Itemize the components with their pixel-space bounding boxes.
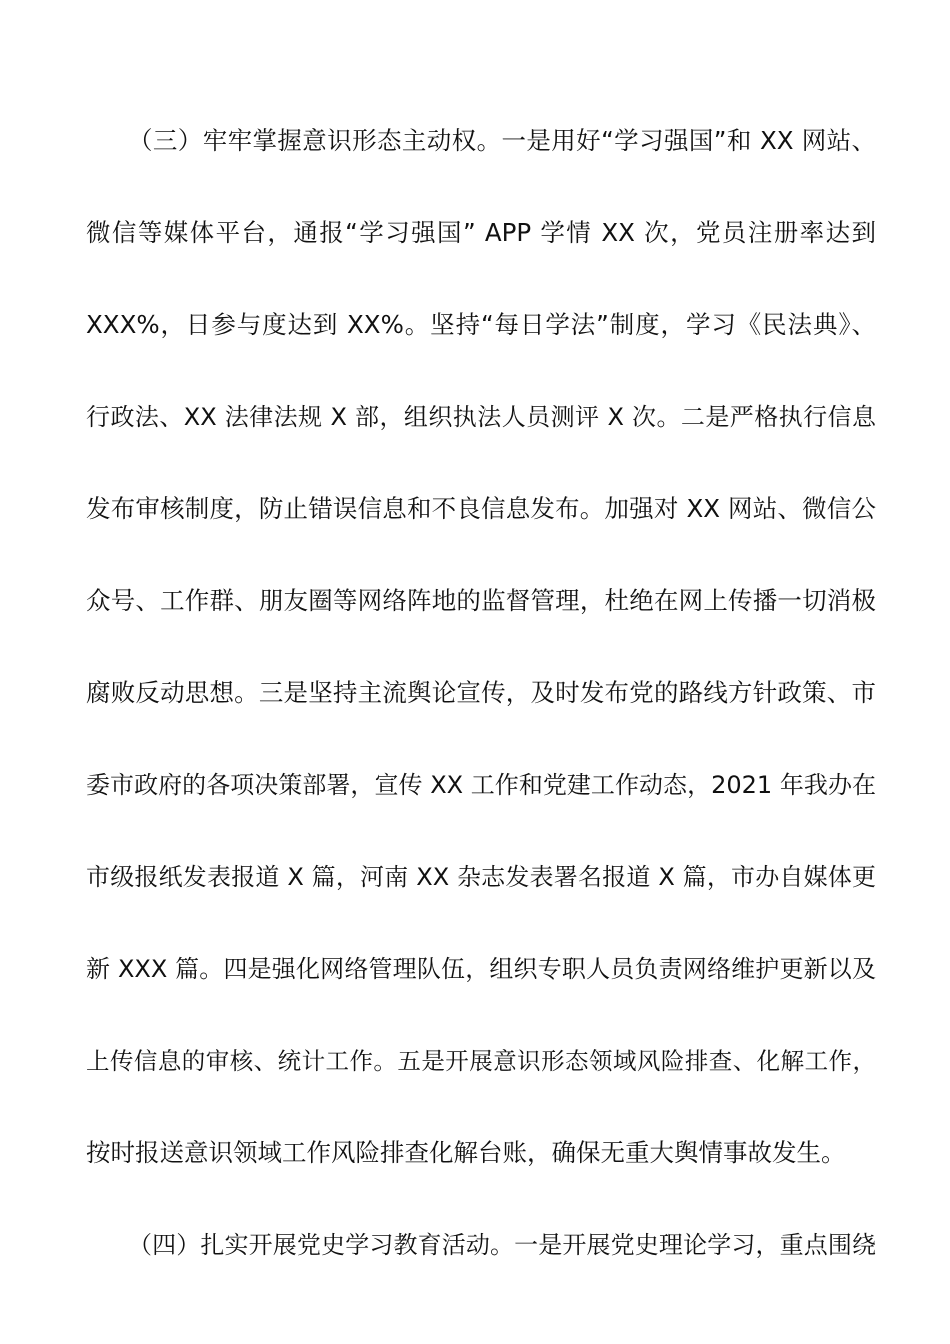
paragraph-3-line-12: 按时报送意识领域工作风险排查化解台账，确保无重大舆情事故发生。: [86, 1138, 846, 1167]
paragraph-4-line-1: （四）扎实开展党史学习教育活动。一是开展党史理论学习，重点围绕: [128, 1231, 876, 1259]
paragraph-3-line-5: 发布审核制度，防止错误信息和不良信息发布。加强对 XX 网站、微信公: [86, 494, 876, 523]
paragraph-3-line-1: （三）牢牢掌握意识形态主动权。一是用好“学习强国”和 XX 网站、: [128, 126, 876, 155]
paragraph-3-line-4: 行政法、XX 法律法规 X 部，组织执法人员测评 X 次。二是严格执行信息: [86, 403, 876, 431]
paragraph-3-line-3: XXX%，日参与度达到 XX%。坚持“每日学法”制度，学习《民法典》、: [86, 310, 876, 339]
paragraph-3-line-8: 委市政府的各项决策部署，宣传 XX 工作和党建工作动态，2021 年我办在: [86, 771, 876, 799]
paragraph-3-line-11: 上传信息的审核、统计工作。五是开展意识形态领域风险排查、化解工作，: [86, 1047, 876, 1075]
paragraph-3-line-9: 市级报纸发表报道 X 篇，河南 XX 杂志发表署名报道 X 篇，市办自媒体更: [86, 863, 876, 891]
paragraph-3-line-2: 微信等媒体平台，通报“学习强国” APP 学情 XX 次，党员注册率达到: [86, 218, 876, 247]
paragraph-3-line-7: 腐败反动思想。三是坚持主流舆论宣传，及时发布党的路线方针政策、市: [86, 678, 876, 707]
paragraph-3-line-10: 新 XXX 篇。四是强化网络管理队伍，组织专职人员负责网络维护更新以及: [86, 955, 876, 983]
paragraph-3-line-6: 众号、工作群、朋友圈等网络阵地的监督管理，杜绝在网上传播一切消极: [86, 586, 876, 615]
